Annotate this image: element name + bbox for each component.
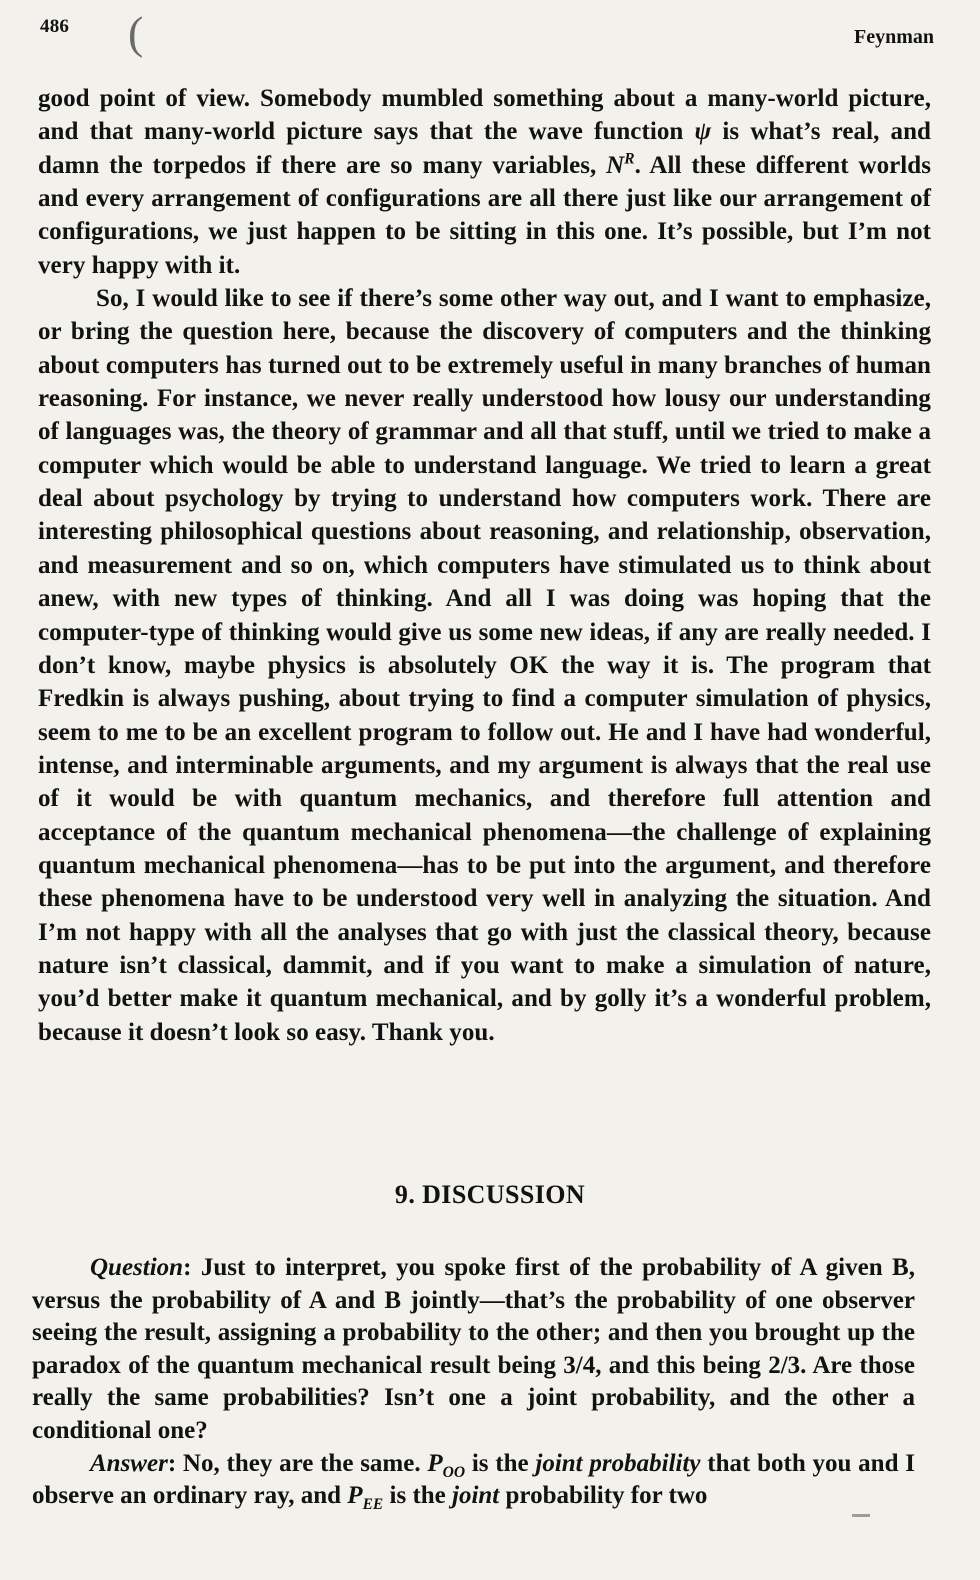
p-oo-symbol: P bbox=[427, 1449, 443, 1477]
n-variable: N bbox=[606, 151, 625, 179]
question-paragraph bbox=[32, 1252, 915, 1448]
margin-bracket-mark: ( bbox=[128, 7, 144, 58]
oo-subscript: OO bbox=[442, 1463, 466, 1481]
paragraph-1-text-b: is what’s real, and damn the torpedos if there are so many variables, bbox=[38, 118, 931, 179]
answer-label: Answer bbox=[90, 1449, 168, 1477]
running-head-author: Feynman bbox=[854, 26, 934, 48]
psi-symbol: ψ bbox=[694, 118, 712, 146]
answer-text-e: probability for two bbox=[499, 1482, 708, 1510]
p-ee-symbol: P bbox=[347, 1482, 363, 1510]
main-text bbox=[38, 82, 931, 1049]
answer-text-d: is the bbox=[383, 1482, 453, 1510]
print-mark bbox=[852, 1514, 870, 1517]
paragraph-1-text-a: good point of view. Somebody mumbled something about a many-world picture, and that many-world picture says that the wave function bbox=[38, 85, 931, 146]
answer-paragraph bbox=[32, 1448, 915, 1513]
r-superscript: R bbox=[624, 150, 635, 168]
section-heading: 9. DISCUSSION bbox=[394, 1180, 586, 1209]
question-label: Question bbox=[90, 1254, 184, 1281]
joint-emphasis: joint bbox=[452, 1482, 500, 1510]
ee-subscript: EE bbox=[362, 1496, 384, 1514]
question-text: : Just to interpret, you spoke first of the probability of A given B, versus the probability of A and B jointly—that’s the probability of one observer seeing the result, assigning a probability to the other; and then you brought up the paradox of the quantum mechanical result being 3/4, and this being 2/3. Are those really the same probabilities? Isn’t one a joint probability, and the other a conditional one? bbox=[32, 1254, 915, 1444]
paragraph-1-text-c: . All these different worlds and every arrangement of configurations are all there just like our arrangement of configurations, we just happen to be sitting in this one. It’s possible, but I’m not very happy with it. bbox=[38, 151, 931, 279]
answer-text-b: is the bbox=[465, 1449, 536, 1477]
answer-text-c: that both you and I observe an ordinary ray, and bbox=[32, 1449, 915, 1510]
page-number: 486 bbox=[40, 16, 70, 37]
answer-text-a: : No, they are the same. bbox=[167, 1449, 428, 1477]
paragraph-2: So, I would like to see if there’s some other way out, and I want to emphasize, or bring the question here, because the discovery of computers and the thinking about computers has turned out to be extremely useful in many branches of human reasoning. For instance, we never really understood how lousy our understanding of languages was, the theory of grammar and all that stuff, until we tried to make a computer which would be able to understand language. We tried to learn a great deal about psychology by trying to understand how computers work. There are interesting philosophical questions about reasoning, and relationship, observation, and measurement and so on, which computers have stimulated us to think about anew, with new types of thinking. And all I was doing was hoping that the computer-type of thinking would give us some new ideas, if any are really needed. I don’t know, maybe physics is absolutely OK the way it is. The program that Fredkin is always pushing, about trying to find a computer simulation of physics, seem to me to be an excellent program to follow out. He and I have had wonderful, intense, and interminable arguments, and my argument is always that the real use of it would be with quantum mechanics, and therefore full attention and acceptance of the quantum mechanical phenomena—the challenge of explaining quantum mechanical phenomena—has to be put into the argument, and therefore these phenomena have to be understood very well in analyzing the situation. And I’m not happy with all the analyses that go with just the classical theory, because nature isn’t classical, dammit, and if you want to make a simulation of nature, you’d better make it quantum mechanical, and by golly it’s a wonderful problem, because it doesn’t look so easy. Thank you. bbox=[38, 285, 931, 1046]
discussion-text bbox=[32, 1252, 915, 1513]
page-header bbox=[0, 0, 980, 80]
joint-probability-emphasis: joint probability bbox=[535, 1449, 701, 1477]
paragraph-1 bbox=[38, 82, 931, 282]
